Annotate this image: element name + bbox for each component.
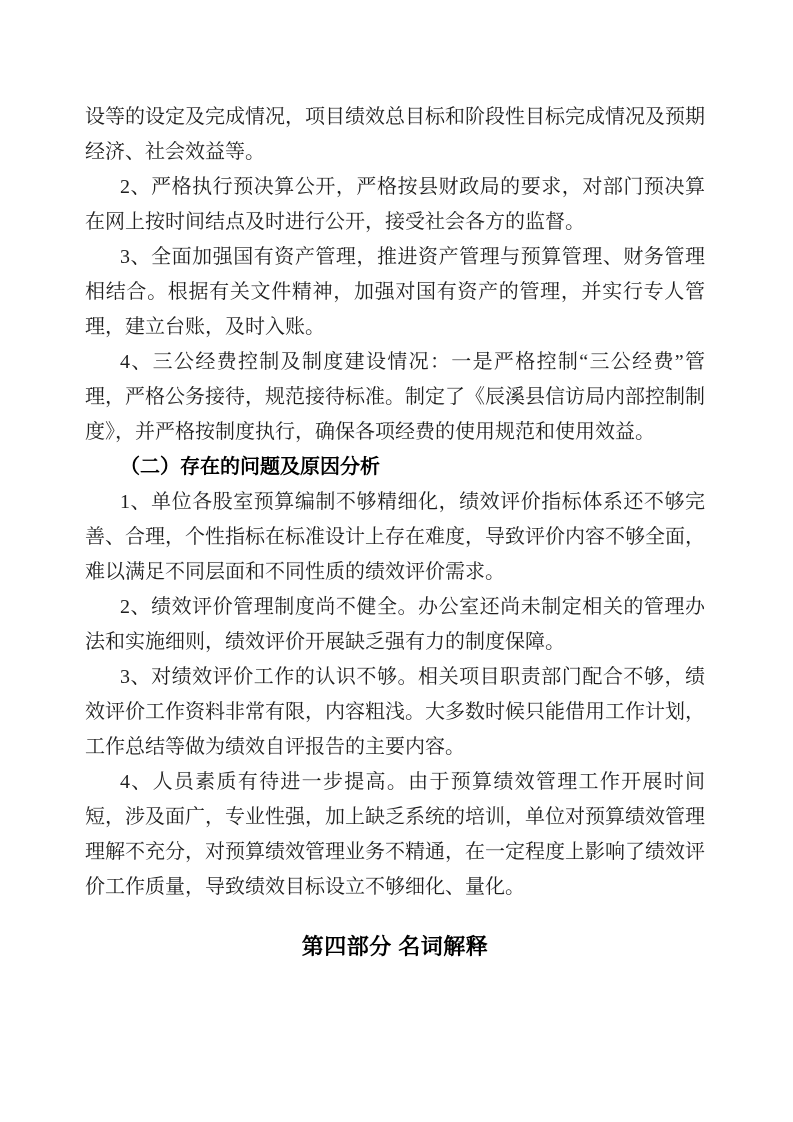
paragraph-item-4-three-public-funds: 4、三公经费控制及制度建设情况：一是严格控制“三公经费”管理，严格公务接待，规范接待标准。制定了《辰溪县信访局内部控制制度》，并严格按制度执行，确保各项经费的使用规范和使用效益。 <box>85 351 705 443</box>
paragraph-item-3-state-assets: 3、全面加强国有资产管理，推进资产管理与预算管理、财务管理相结合。根据有关文件精神，加强对国有资产的管理，并实行专人管理，建立台账，及时入账。 <box>85 246 705 338</box>
paragraph-problem-1-budget-refinement: 1、单位各股室预算编制不够精细化，绩效评价指标体系还不够完善、合理，个性指标在标准设计上存在难度，导致评价内容不够全面，难以满足不同层面和不同性质的绩效评价需求。 <box>85 491 705 583</box>
section-subheading-problems-analysis: （二）存在的问题及原因分析 <box>120 456 380 478</box>
paragraph-problem-3-awareness: 3、对绩效评价工作的认识不够。相关项目职责部门配合不够，绩效评价工作资料非常有限，内容粗浅。大多数时候只能借用工作计划，工作总结等做为绩效自评报告的主要内容。 <box>85 666 705 758</box>
page-body <box>85 100 705 964</box>
paragraph-problem-2-evaluation-system: 2、绩效评价管理制度尚不健全。办公室还尚未制定相关的管理办法和实施细则，绩效评价开展缺乏强有力的制度保障。 <box>85 596 705 653</box>
paragraph-problem-4-personnel-quality: 4、人员素质有待进一步提高。由于预算绩效管理工作开展时间短，涉及面广，专业性强，加上缺乏系统的培训，单位对预算绩效管理理解不充分，对预算绩效管理业务不精通，在一定程度上影响了绩效评价工作质量，导致绩效目标设立不够细化、量化。 <box>85 771 705 898</box>
paragraph-continuation: 设等的设定及完成情况，项目绩效总目标和阶段性目标完成情况及预期经济、社会效益等。 <box>85 106 705 163</box>
part-four-heading: 第四部分 名词解释 <box>301 934 489 959</box>
paragraph-item-2-budget-disclosure: 2、严格执行预决算公开，严格按县财政局的要求，对部门预决算在网上按时间结点及时进行公开，接受社会各方的监督。 <box>85 176 705 233</box>
